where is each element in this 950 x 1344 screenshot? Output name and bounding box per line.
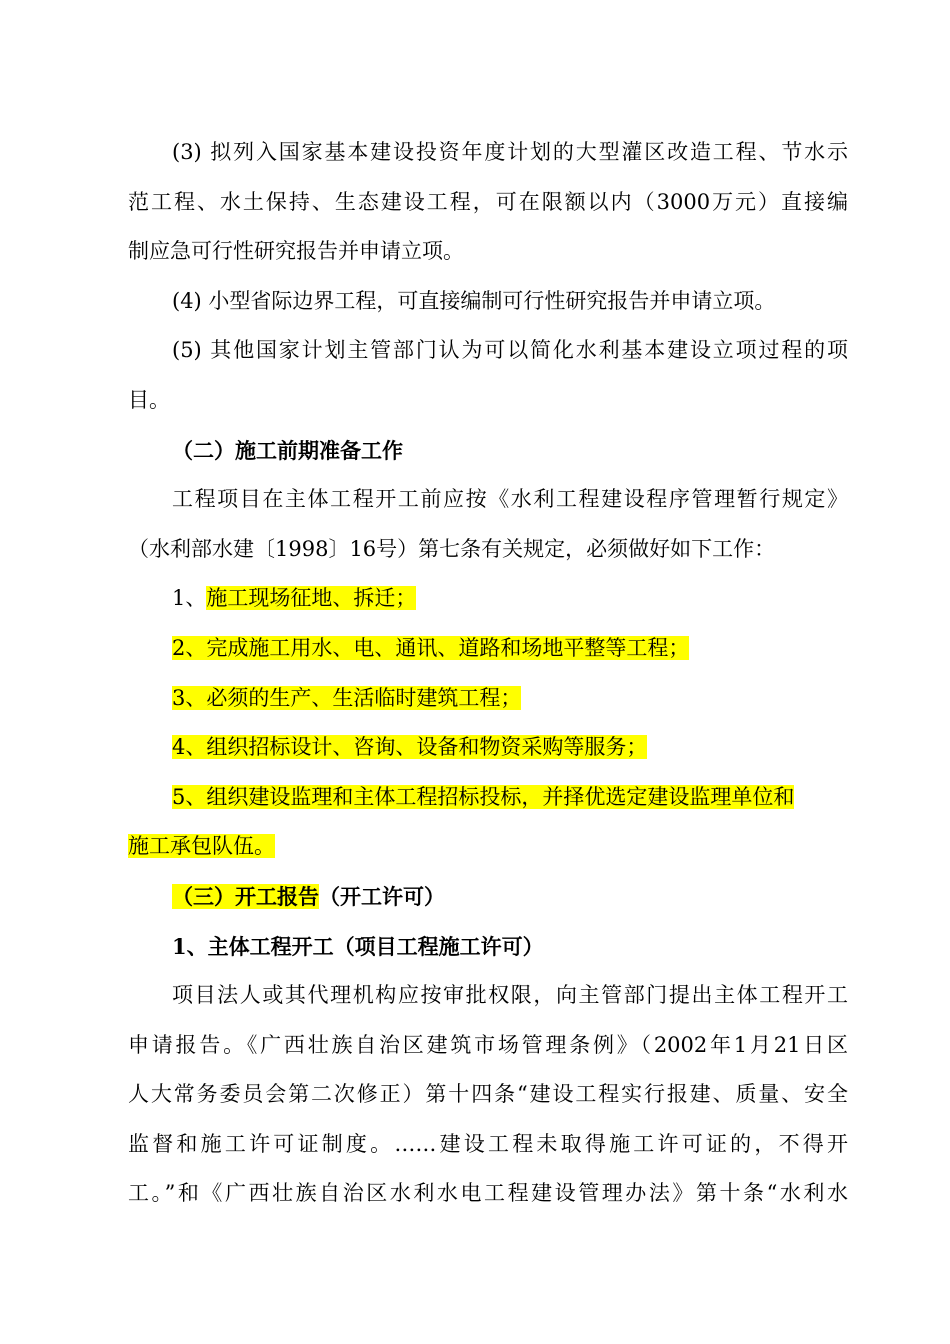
list-item-5-line-1 bbox=[128, 773, 848, 823]
text-line: （水利部水建〔1998〕16号）第七条有关规定，必须做好如下工作： bbox=[128, 536, 776, 561]
text-line: 人大常务委员会第二次修正）第十四条“建设工程实行报建、质量、安全 bbox=[128, 1082, 848, 1107]
paragraph-intro-line-2 bbox=[128, 525, 848, 575]
paragraph-body-line-5 bbox=[128, 1169, 848, 1219]
text-line: 工程项目在主体工程开工前应按《水利工程建设程序管理暂行规定》 bbox=[172, 487, 848, 512]
text-line: (4) 小型省际边界工程，可直接编制可行性研究报告并申请立项。 bbox=[172, 288, 776, 313]
list-item-1 bbox=[128, 574, 848, 624]
highlighted-text: 4、组织招标设计、咨询、设备和物资采购等服务； bbox=[172, 735, 648, 760]
text-line: (3) 拟列入国家基本建设投资年度计划的大型灌区改造工程、节水示 bbox=[172, 140, 848, 164]
paragraph-item-5-line-2 bbox=[128, 376, 848, 426]
list-item-5-line-2 bbox=[128, 822, 848, 872]
text-line: 工。”和《广西壮族自治区水利水电工程建设管理办法》第十条“水利水 bbox=[128, 1181, 848, 1206]
list-item-4 bbox=[128, 723, 848, 773]
text-line: 制应急可行性研究报告并申请立项。 bbox=[128, 239, 464, 264]
text-line: 申请报告。《广西壮族自治区建筑市场管理条例》（2002年1月21日区 bbox=[128, 1032, 848, 1057]
subsection-heading-1 bbox=[128, 922, 848, 972]
highlighted-text: 2、完成施工用水、电、通讯、道路和场地平整等工程； bbox=[172, 635, 690, 660]
paragraph-body-line-2 bbox=[128, 1021, 848, 1071]
paragraph-body-line-1 bbox=[128, 971, 848, 1021]
highlighted-text: 施工现场征地、拆迁； bbox=[206, 586, 417, 611]
paragraph-item-3-line-3 bbox=[128, 227, 848, 277]
paragraph-item-3-line-1 bbox=[128, 128, 848, 178]
paragraph-item-5-line-1 bbox=[128, 326, 848, 376]
text-line: (5) 其他国家计划主管部门认为可以简化水利基本建设立项过程的项 bbox=[172, 338, 848, 363]
document-page bbox=[128, 128, 848, 1219]
paragraph-body-line-3 bbox=[128, 1070, 848, 1120]
list-item-3 bbox=[128, 674, 848, 724]
highlighted-heading-text: （三）开工报告 bbox=[172, 883, 319, 909]
heading-text: （开工许可） bbox=[319, 883, 445, 909]
highlighted-text: 3、必须的生产、生活临时建筑工程； bbox=[172, 685, 522, 710]
list-item-2 bbox=[128, 624, 848, 674]
paragraph-body-line-4 bbox=[128, 1120, 848, 1170]
section-heading-2 bbox=[128, 426, 848, 476]
text-line: 监督和施工许可证制度。……建设工程未取得施工许可证的，不得开 bbox=[128, 1131, 848, 1156]
text-line: 目。 bbox=[128, 387, 170, 412]
highlighted-text: 施工承包队伍。 bbox=[128, 834, 275, 859]
list-number: 1、 bbox=[172, 586, 207, 611]
paragraph-item-4 bbox=[128, 277, 848, 327]
paragraph-intro-line-1 bbox=[128, 475, 848, 525]
section-heading-3 bbox=[128, 872, 848, 922]
paragraph-item-3-line-2 bbox=[128, 178, 848, 228]
text-line: 范工程、水土保持、生态建设工程，可在限额以内（3000万元）直接编 bbox=[128, 189, 848, 214]
text-line: 项目法人或其代理机构应按审批权限，向主管部门提出主体工程开工 bbox=[172, 983, 848, 1008]
heading-text: （二）施工前期准备工作 bbox=[172, 437, 403, 463]
highlighted-text: 5、组织建设监理和主体工程招标投标，并择优选定建设监理单位和 bbox=[172, 784, 795, 809]
heading-text: 1、主体工程开工（项目工程施工许可） bbox=[172, 933, 544, 959]
